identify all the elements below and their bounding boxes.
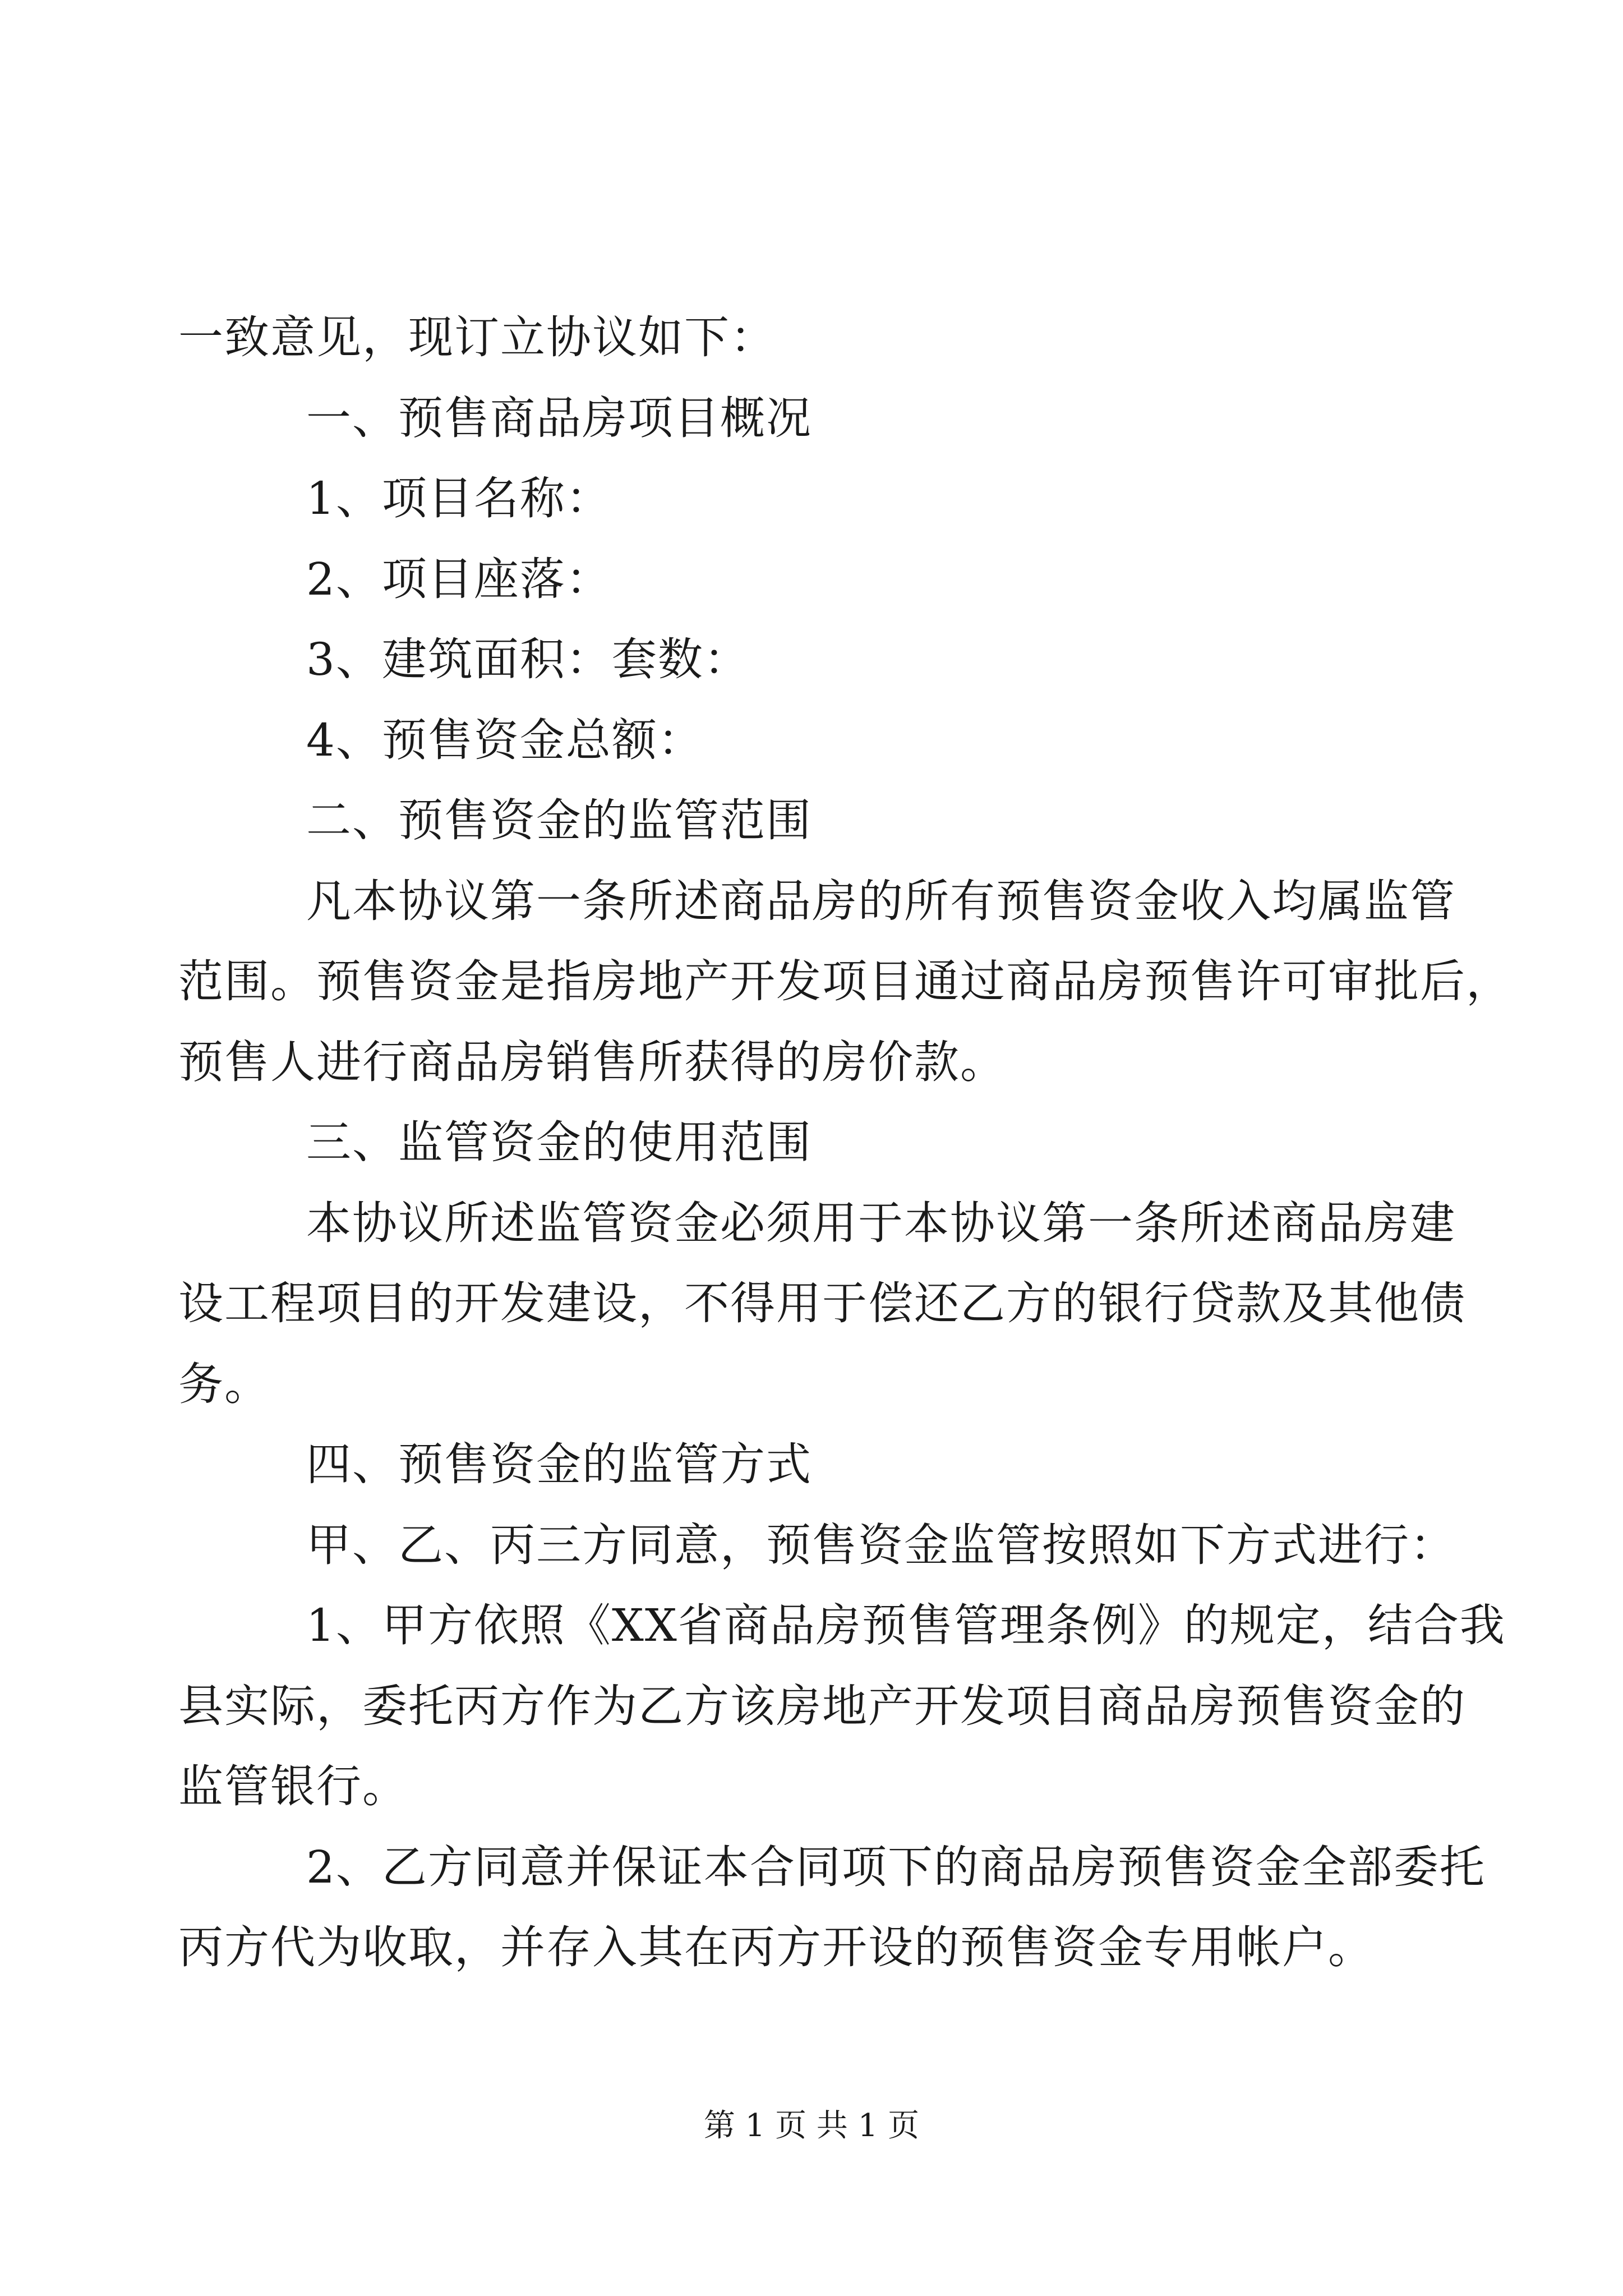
paragraph-line: 3、建筑面积：套数： — [306, 633, 750, 685]
paragraph-line: 预售人进行商品房销售所获得的房价款。 — [178, 1036, 1006, 1088]
paragraph-line: 2、项目座落： — [306, 553, 612, 605]
paragraph-line: 1、项目名称： — [306, 472, 612, 524]
paragraph-line: 凡本协议第一条所述商品房的所有预售资金收入均属监管 — [306, 875, 1456, 927]
paragraph-line: 务。 — [178, 1358, 270, 1410]
document-body — [178, 297, 1512, 1988]
paragraph-line: 设工程项目的开发建设，不得用于偿还乙方的银行贷款及其他债 — [178, 1277, 1466, 1329]
paragraph-line: 甲、乙、丙三方同意，预售资金监管按照如下方式进行： — [306, 1519, 1456, 1571]
paragraph-line: 4、预售资金总额： — [306, 714, 704, 766]
paragraph-line: 县实际，委托丙方作为乙方该房地产开发项目商品房预售资金的 — [178, 1680, 1466, 1732]
section-heading: 一、预售商品房项目概况 — [306, 392, 812, 444]
paragraph-line: 范围。预售资金是指房地产开发项目通过商品房预售许可审批后， — [178, 955, 1512, 1007]
paragraph-line: 一致意见，现订立协议如下： — [178, 311, 776, 364]
section-heading: 二、预售资金的监管范围 — [306, 794, 812, 846]
section-heading: 三、监管资金的使用范围 — [306, 1116, 812, 1168]
paragraph-line: 1、甲方依照《XX省商品房预售管理条例》的规定，结合我 — [306, 1599, 1506, 1651]
paragraph-line: 丙方代为收取，并存入其在丙方开设的预售资金专用帐户。 — [178, 1921, 1374, 1973]
section-heading: 四、预售资金的监管方式 — [306, 1438, 812, 1490]
page-number-label: 第 1 页 共 1 页 — [703, 2108, 920, 2144]
page-footer — [0, 2104, 1623, 2148]
paragraph-line: 本协议所述监管资金必须用于本协议第一条所述商品房建 — [306, 1197, 1456, 1249]
paragraph-line: 2、乙方同意并保证本合同项下的商品房预售资金全部委托 — [306, 1841, 1486, 1893]
paragraph-line: 监管银行。 — [178, 1760, 408, 1812]
